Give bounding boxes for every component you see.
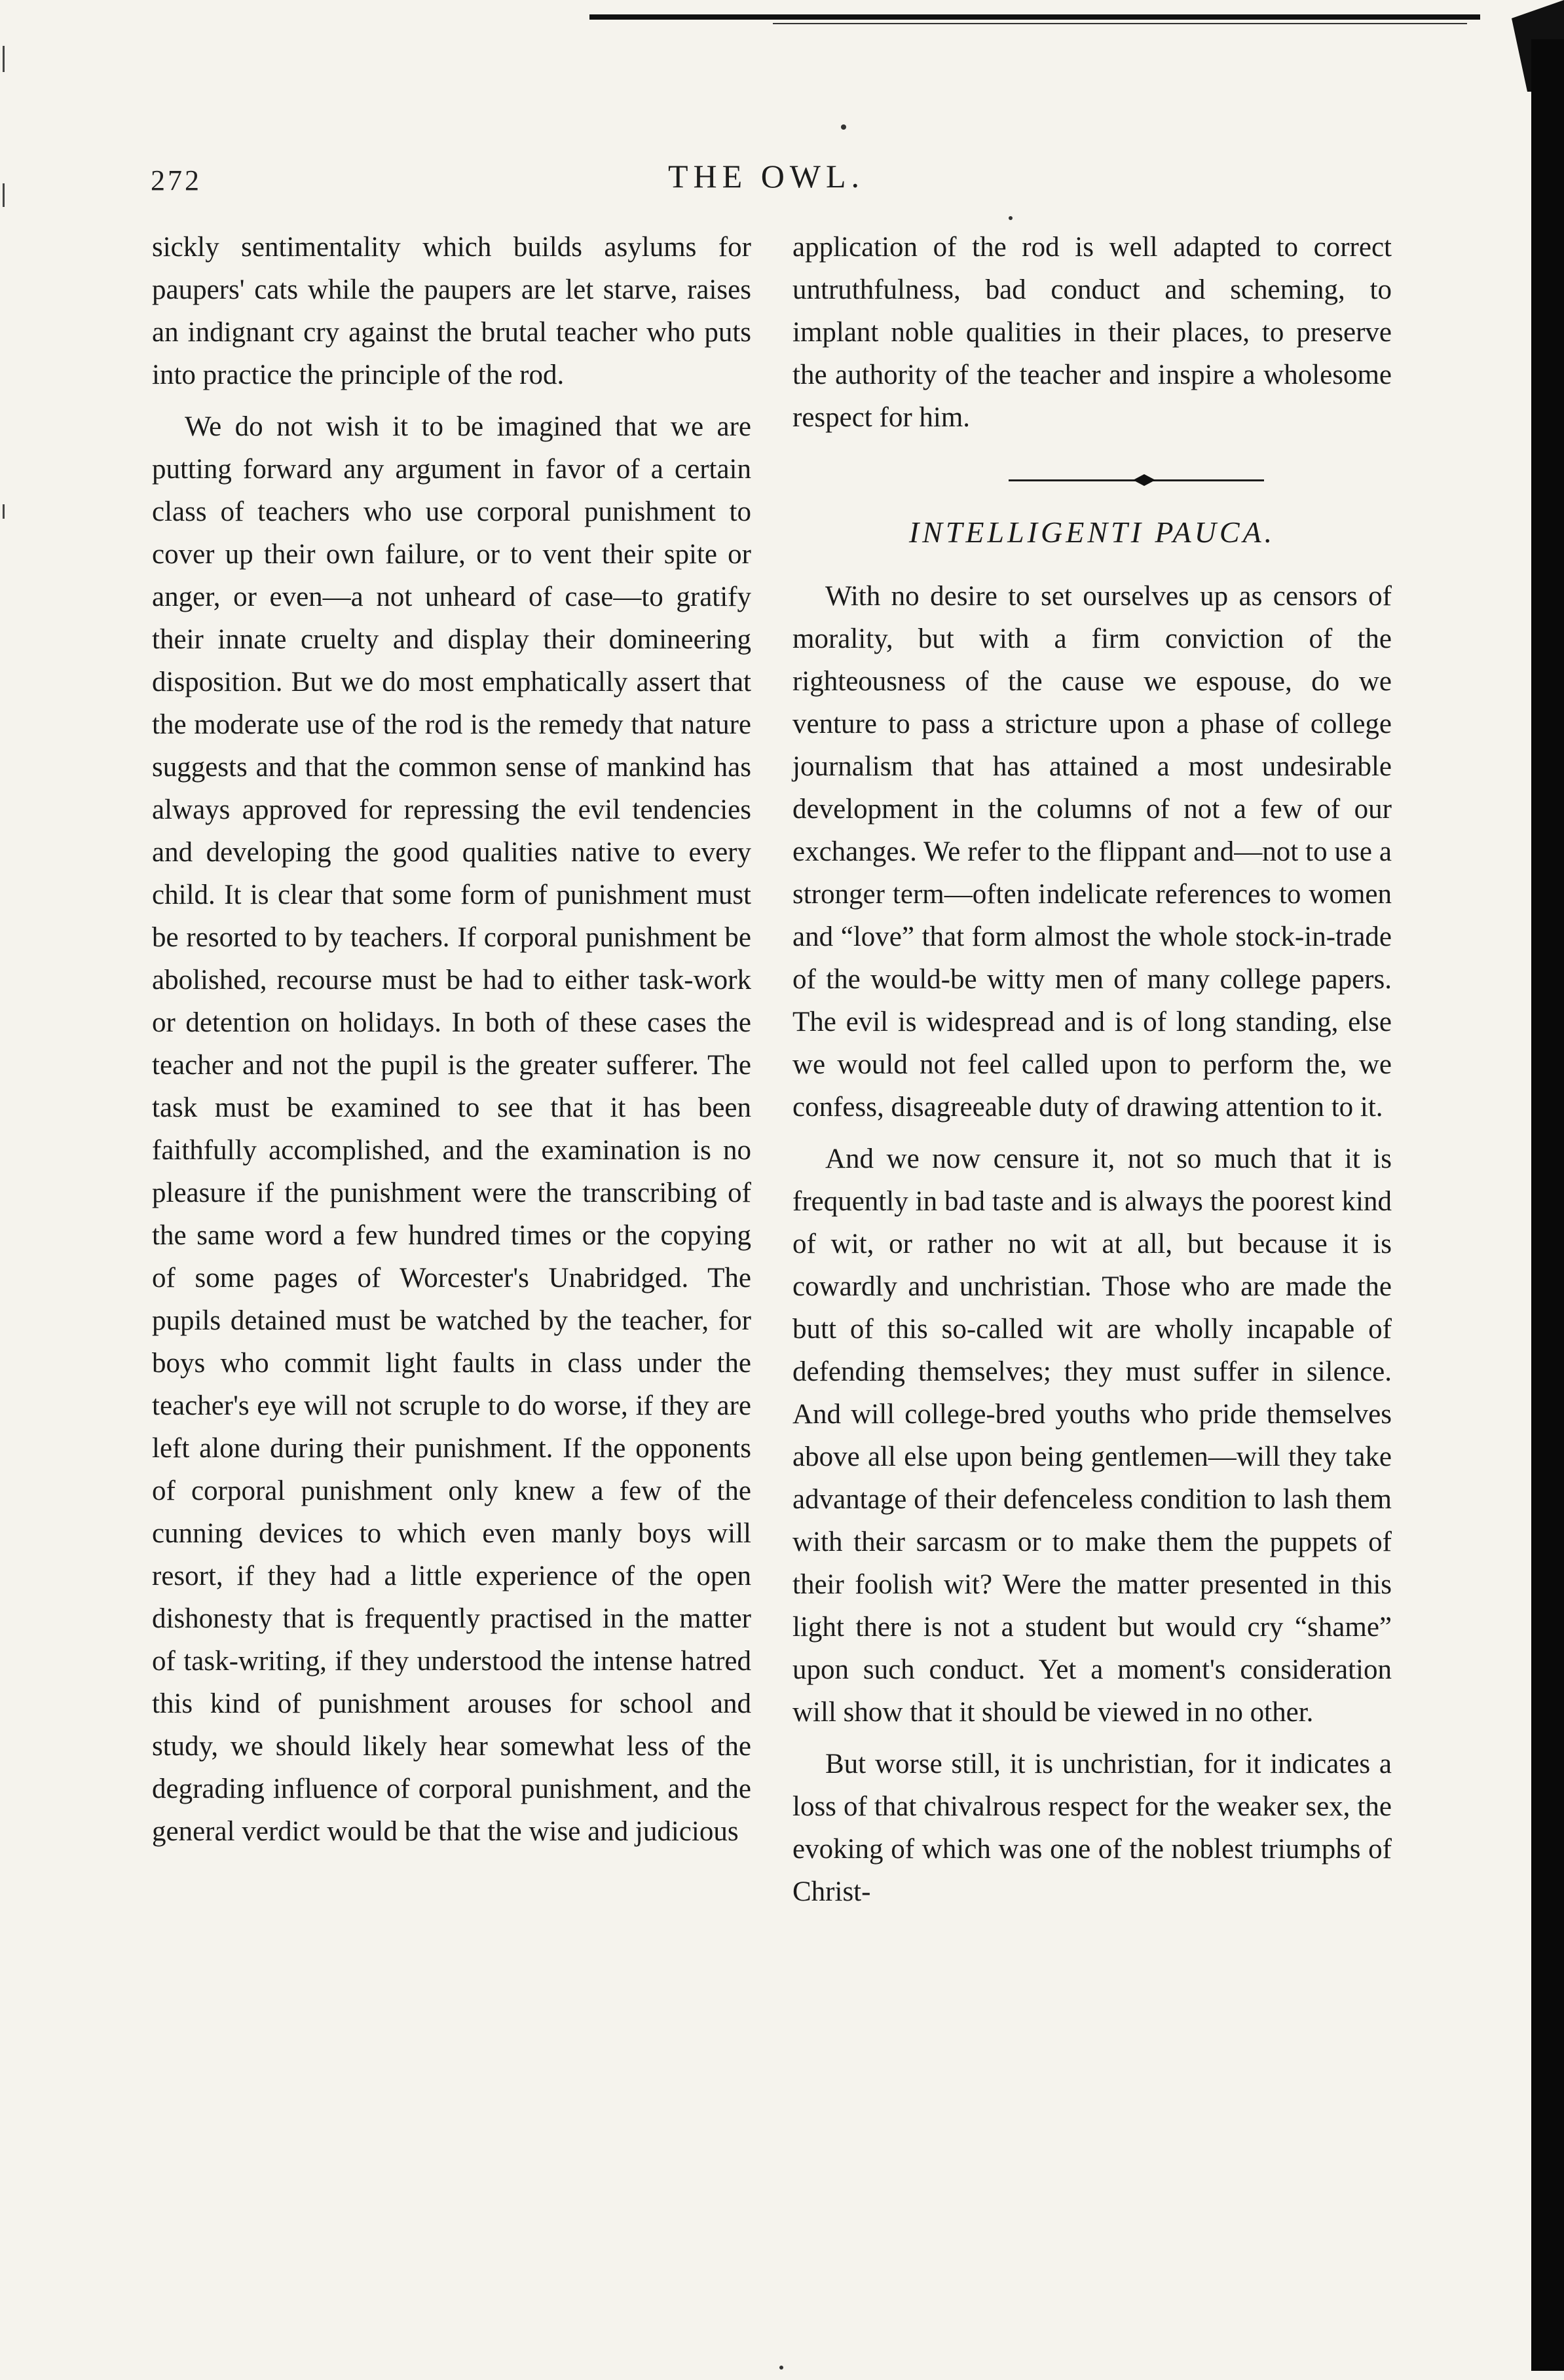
running-header — [151, 157, 1402, 210]
binding-edge — [1531, 39, 1564, 2371]
paragraph: And we now censure it, not so much that it is frequently in bad taste and is always the poorest kind of wit, or rather no wit at all, but because it is cowardly and unchristian. Those who are made the butt of this so-called wit are wholly incapable of defending themselves; they must suffer in silence. And will college-bred youths who pride themselves above all else upon being gentlemen—will they take advantage of their defenceless condition to lash them with their sarcasm or to make them the puppets of their foolish wit? Were the matter presented in this light there is not a student but would cry “shame” upon such conduct. Yet a moment's consideration will show that it should be viewed in no other. — [792, 1144, 1392, 1728]
paragraph: application of the rod is well adapted to correct untruthfulness, bad conduct and scheming, to implant noble qualities in their places, to preserve the authority of the teacher and inspire a wholesome respect for him. — [792, 232, 1392, 433]
paragraph: sickly sentimentality which builds asylums for paupers' cats while the paupers are let starve, raises an indignant cry against the brutal teacher who puts into practice the principle of the rod. — [152, 232, 751, 390]
left-edge-mark — [3, 46, 5, 72]
right-column — [792, 226, 1392, 1922]
journal-title: THE OWL. — [668, 158, 865, 195]
paragraph: But worse still, it is unchristian, for it indicates a loss of that chivalrous respect for the weaker sex, the evoking of which was one of the noblest triumphs of Christ- — [792, 1749, 1392, 1907]
ink-speck — [1009, 216, 1013, 220]
divider-ornament — [1133, 474, 1155, 486]
top-rule-thin — [773, 23, 1467, 24]
section-divider — [792, 451, 1392, 503]
ink-speck — [841, 124, 846, 130]
top-rule — [589, 14, 1480, 20]
paragraph: With no desire to set ourselves up as censors of morality, but with a firm conviction of the righteousness of the cause we espouse, do we venture to pass a stricture upon a phase of college journalism that has attained a most undesirable development in the columns of not a few of our exchanges. We refer to the flippant and—not to use a stronger term—often indelicate references to women and “love” that form almost the whole stock-in-trade of the would-be witty men of many college papers. The evil is widespread and is of long standing, else we would not feel called upon to perform the, we confess, disagreeable duty of drawing attention to it. — [792, 581, 1392, 1123]
paragraph: We do not wish it to be imagined that we are putting forward any argument in favor of a certain class of teachers who use corporal punishment to cover up their own failure, or to vent their spite or anger, or even—a not unheard of case—to gratify their innate cruelty and display their domineering disposition. But we do most emphatically assert that the moderate use of the rod is the remedy that nature suggests and that the common sense of mankind has always approved for repressing the evil tendencies and developing the good qualities native to every child. It is clear that some form of punishment must be resorted to by teachers. If corporal punishment be abolished, recourse must be had to either task-work or detention on holidays. In both of these cases the teacher and not the pupil is the greater sufferer. The task must be examined to see that it has been faithfully accomplished, and the examination is no pleasure if the punishment were the transcribing of the same word a few hundred times or the copying of some pages of Worcester's Unabridged. The pupils detained must be watched by the teacher, for boys who commit light faults in class under the teacher's eye will not scruple to do worse, if they are left alone during their punishment. If the opponents of corporal punishment only knew a few of the cunning devices to which even manly boys will resort, if they had a little experience of the open dishonesty that is frequently practised in the matter of task-writing, if they understood the intense hatred this kind of punishment arouses for school and study, we should likely hear somewhat less of the degrading influence of corporal punishment, and the general verdict would be that the wise and judicious — [152, 411, 751, 1847]
ink-speck — [779, 2366, 783, 2370]
left-edge-mark — [3, 504, 5, 519]
page-number: 272 — [151, 164, 202, 196]
left-column — [152, 226, 751, 1862]
left-edge-mark — [3, 183, 5, 207]
section-title: INTELLIGENTI PAUCA. — [908, 515, 1276, 549]
